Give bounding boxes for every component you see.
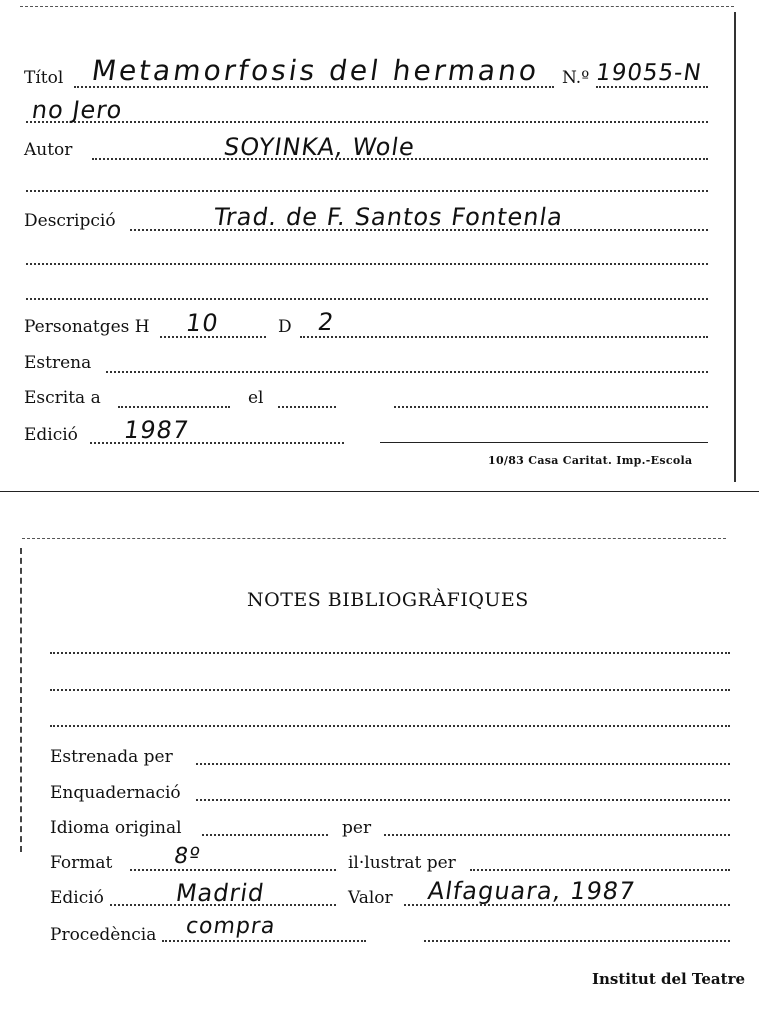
card2-top-border [22, 538, 726, 539]
card-separator [0, 491, 759, 492]
d-line [300, 336, 708, 338]
card2-left-border [20, 548, 22, 852]
escrita-line-2 [394, 406, 708, 408]
descripcio-line-3 [26, 298, 708, 300]
illustrat-label: il·lustrat per [348, 853, 456, 873]
edicio-line-2 [380, 442, 708, 443]
d-label: D [278, 317, 292, 337]
institution-name: Institut del Teatre [592, 970, 746, 988]
procedencia-label: Procedència [50, 925, 157, 945]
descripcio-line-2 [26, 263, 708, 265]
format-value: 8º [172, 844, 203, 869]
escrita-line [118, 406, 230, 408]
notes-line-3 [50, 725, 730, 727]
edicio2-label: Edició [50, 888, 104, 908]
notes-line-1 [50, 652, 730, 654]
estrena-line [106, 371, 708, 373]
titol-line-2 [26, 121, 708, 123]
per-label: per [342, 818, 372, 838]
enquadernacio-label: Enquadernació [50, 783, 181, 803]
el-line [278, 406, 336, 408]
personatges-label: Personatges H [24, 317, 150, 337]
estrena-label: Estrena [24, 353, 92, 373]
card-right-border [734, 12, 736, 482]
procedencia-line [162, 940, 366, 942]
autor-line-2 [26, 190, 708, 192]
num-label: N.º [562, 68, 590, 88]
notes-heading: NOTES BIBLIOGRÀFIQUES [247, 589, 529, 611]
descripcio-value: Trad. de F. Santos Fontenla [212, 203, 565, 231]
idioma-line [202, 834, 328, 836]
valor-value: Alfaguara, 1987 [426, 877, 638, 905]
enquadernacio-line [196, 799, 730, 801]
titol-value: Metamorfosis del hermano [89, 54, 542, 87]
per-line [384, 834, 730, 836]
card-top-border [20, 6, 734, 7]
notes-line-2 [50, 689, 730, 691]
format-label: Format [50, 853, 113, 873]
escrita-label: Escrita a [24, 388, 101, 408]
estrenada-line [196, 763, 730, 765]
edicio-value: 1987 [122, 416, 192, 444]
procedencia-line-2 [424, 940, 730, 942]
titol-label: Títol [24, 68, 64, 88]
d-value: 2 [316, 308, 337, 336]
autor-value: SOYINKA, Wole [222, 133, 417, 161]
el-label: el [248, 388, 264, 408]
edicio2-value: Madrid [174, 879, 267, 907]
estrenada-label: Estrenada per [50, 747, 173, 767]
edicio-label: Edició [24, 425, 78, 445]
titol-cont-value: no Jero [30, 96, 125, 124]
illustrat-line [470, 869, 730, 871]
format-line [130, 869, 336, 871]
num-value: 19055-N [594, 60, 704, 86]
descripcio-label: Descripció [24, 211, 116, 231]
imprint-text: 10/83 Casa Caritat. Imp.-Escola [488, 454, 693, 467]
num-line [596, 86, 708, 88]
h-value: 10 [184, 309, 221, 337]
valor-label: Valor [348, 888, 393, 908]
procedencia-value: compra [184, 914, 278, 939]
idioma-label: Idioma original [50, 818, 182, 838]
autor-label: Autor [24, 140, 73, 160]
